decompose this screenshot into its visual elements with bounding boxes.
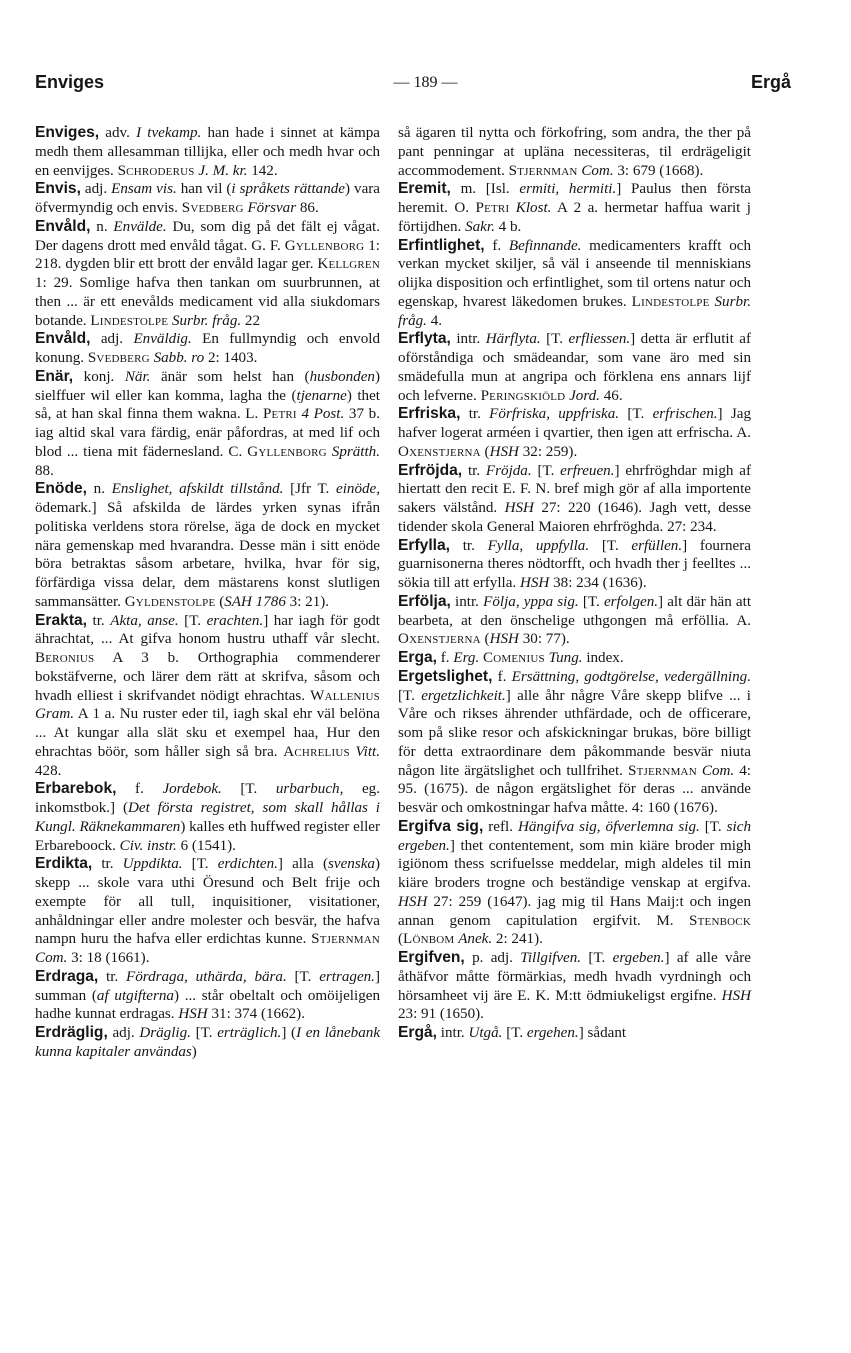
entry-text: ) ... står obeltalt och omöijeligen hadhe kunnat erdragas. bbox=[35, 987, 380, 1023]
entry-source-author: Petri bbox=[262, 406, 297, 423]
entry-text: intr. bbox=[437, 1025, 469, 1041]
dictionary-entry bbox=[398, 405, 751, 461]
entry-text: A 3 b. Orthographia commenderer bokstäfverne, och lärer dem rätt at skrifva, såsom och hvadh elliest i skrifvandet nödigt ehrachtas. bbox=[35, 650, 380, 704]
dictionary-entry bbox=[398, 537, 751, 593]
entry-headword: Enviges, bbox=[35, 124, 100, 141]
entry-source-author: Oxenstjerna bbox=[398, 443, 481, 460]
entry-text: ] ehrfröghdar migh af hiertatt den recit E. F. N. bref migh gör af alla importente sakers välstånd. bbox=[398, 462, 751, 516]
entry-headword: Erbarebok, bbox=[35, 780, 117, 798]
entry-italic-text: HSH bbox=[519, 575, 550, 591]
dictionary-entry bbox=[398, 462, 751, 537]
entry-italic-text: erfüllen. bbox=[631, 537, 683, 554]
dictionary-entry bbox=[35, 612, 380, 781]
dictionary-entry bbox=[398, 1024, 751, 1043]
entry-headword: Erfölja, bbox=[398, 592, 451, 610]
entry-source-author: Stenbock bbox=[689, 912, 751, 929]
entry-italic-text: Tillgifven. bbox=[520, 950, 582, 966]
entry-text: 4: 95. (1675). de någon ergätslighet för deras ... använde besvär och omkostningar hafva måtte. 4: 160 (1676). bbox=[398, 762, 751, 816]
entry-italic-text: I tvekamp. bbox=[136, 125, 202, 141]
dictionary-entry bbox=[35, 330, 380, 368]
entry-headword: Ergå, bbox=[398, 1024, 437, 1041]
dictionary-entry bbox=[35, 180, 380, 218]
entry-italic-text: Sabb. ro bbox=[153, 350, 205, 366]
entry-text: ) skepp ... skole vara uthi Öresund och Belt frije och exempte för all tull, inquisitioner, visitationer, anhåldningar eller andre molester och besvär, the hafva nampn huru the hafva eller erdichtas kunne. bbox=[35, 856, 380, 948]
entry-source-author: Schroderus bbox=[117, 162, 195, 179]
entry-text: 3: 679 (1668). bbox=[613, 162, 704, 179]
entry-text: m. [Isl. bbox=[450, 181, 520, 198]
entry-text: ] alle åhr någre Våre skepp blifve ... i Våre och rikses ährender uthfärdade, och de officerare, som på slike resor och afskickningar brukas, böre billigt för detta extraordinare dem påkommande besvär niuta någon lite ärgätslighet och tullfrihet. bbox=[398, 687, 751, 779]
entry-source-author: Gyllenborg bbox=[284, 237, 365, 254]
entry-text: konj. bbox=[73, 368, 125, 385]
entry-italic-text: Com. bbox=[701, 762, 735, 779]
entry-italic-text: Jordebok. bbox=[162, 781, 222, 798]
entry-text: 6 (1541). bbox=[176, 837, 236, 854]
entry-source-author: Lindestolpe bbox=[90, 312, 169, 329]
entry-text: f. bbox=[116, 781, 163, 798]
entry-text: [T. bbox=[540, 331, 569, 348]
entry-italic-text: När. bbox=[124, 368, 151, 385]
dictionary-entry bbox=[398, 124, 751, 180]
entry-source-author: Gyllenborg bbox=[247, 443, 327, 460]
entry-text: ] sådant bbox=[578, 1025, 627, 1041]
entry-text: 32: 259). bbox=[518, 443, 578, 460]
dictionary-entry bbox=[35, 368, 380, 481]
entry-source-author: Stjernman bbox=[311, 931, 380, 948]
entry-source-author: Kellgren bbox=[317, 256, 380, 273]
entry-text: [T. bbox=[286, 968, 320, 985]
entry-text: [T. bbox=[182, 856, 218, 873]
dictionary-entry bbox=[398, 649, 751, 668]
entry-text: f. bbox=[492, 668, 512, 685]
entry-source-author: Stjernman bbox=[627, 762, 697, 779]
entry-text: så ägaren til nytta och förkofring, som andra, the ther på pant penningar at upläna necessiteras, til erdrägeligit accommodement. bbox=[398, 125, 751, 179]
entry-headword: Envis, bbox=[35, 180, 81, 198]
dictionary-entry bbox=[35, 968, 380, 1024]
entry-text: tr. bbox=[98, 968, 126, 985]
running-header bbox=[0, 72, 851, 102]
entry-text: ( bbox=[480, 631, 490, 648]
entry-text: ) sielffuer wil eller kan komma, lagha the ( bbox=[35, 368, 381, 404]
entry-source-author: Comenius bbox=[483, 650, 545, 666]
entry-italic-text: Utgå. bbox=[468, 1025, 503, 1041]
right-column bbox=[398, 124, 751, 1043]
entry-text: ( bbox=[480, 443, 490, 460]
entry-text: 4. bbox=[426, 312, 443, 329]
entry-italic-text: urbarbuch, bbox=[275, 781, 344, 798]
entry-text: 30: 77). bbox=[518, 631, 570, 648]
entry-italic-text: J. M. kr. bbox=[198, 162, 248, 179]
entry-text: 4 b. bbox=[494, 218, 522, 235]
entry-italic-text: HSH bbox=[504, 500, 534, 516]
entry-text: 142. bbox=[247, 162, 278, 179]
entry-text: ) kalles eth huffwed register eller Erbareboock. bbox=[35, 818, 380, 854]
entry-italic-text: af utgifterna bbox=[96, 987, 174, 1004]
entry-italic-text: i språkets rättande bbox=[231, 181, 346, 198]
entry-text: 3: 21). bbox=[285, 593, 330, 610]
entry-italic-text: Ensam vis. bbox=[111, 181, 177, 198]
entry-text: ) bbox=[191, 1043, 197, 1060]
entry-source-author: Oxenstjerna bbox=[398, 631, 481, 648]
entry-italic-text: Sakr. bbox=[465, 218, 495, 235]
entry-italic-text: Enväldig. bbox=[133, 331, 192, 348]
dictionary-entry bbox=[398, 237, 751, 331]
entry-headword: Ergifva sig, bbox=[398, 817, 484, 835]
entry-text: ] thet contentement, som min kiäre broder migh igiönom thess scrifuelsse meddelar, migh aldeles til min kiäre broders trogne och beständige venskap at ergifva. bbox=[398, 837, 751, 891]
left-column bbox=[35, 124, 380, 1062]
entry-italic-text: erfliessen. bbox=[568, 331, 631, 348]
entry-italic-text: SAH 1786 bbox=[224, 593, 286, 610]
entry-text: f. bbox=[437, 650, 454, 666]
dictionary-entry bbox=[398, 668, 751, 818]
entry-italic-text: Ersättning, godtgörelse, vedergällning. bbox=[511, 668, 751, 685]
header-left-word: Enviges bbox=[35, 72, 105, 92]
entry-text: ) vara öfvermyndig och envis. bbox=[35, 181, 380, 216]
entry-text: adj. bbox=[80, 181, 112, 198]
entry-italic-text: HSH bbox=[721, 987, 751, 1004]
entry-source-author: Lönbom bbox=[403, 931, 455, 948]
entry-text: ( bbox=[215, 593, 225, 610]
entry-text: tr. bbox=[462, 462, 486, 479]
entry-italic-text: Erg. bbox=[453, 650, 480, 666]
entry-text: han vil ( bbox=[176, 181, 232, 198]
entry-source-author: Svedberg bbox=[181, 200, 244, 216]
entry-italic-text: ertragen. bbox=[319, 968, 375, 985]
entry-text: 88. bbox=[35, 462, 54, 479]
entry-italic-text: Befinnande. bbox=[508, 237, 582, 254]
entry-headword: Erdikta, bbox=[35, 855, 93, 873]
page-number: — 189 — bbox=[393, 74, 458, 91]
entry-text: n. bbox=[86, 481, 112, 498]
entry-italic-text: Akta, anse. bbox=[110, 612, 179, 629]
entry-text: Du, som dig på det fält ej vågat. Der dagens drott med envåld tågat. G. F. bbox=[35, 218, 380, 254]
entry-text: A 2 a. hermetar haffua warit j förtijdhen. bbox=[398, 200, 752, 235]
entry-italic-text: Förfriska, uppfriska. bbox=[489, 406, 620, 423]
entry-italic-text: erträglich. bbox=[217, 1025, 282, 1041]
entry-text: adj. bbox=[90, 331, 134, 348]
entry-italic-text: Com. bbox=[581, 162, 614, 179]
dictionary-entry bbox=[35, 218, 380, 331]
entry-text: 22 bbox=[241, 312, 261, 329]
entry-text: f. bbox=[484, 237, 509, 254]
entry-text: [T. bbox=[531, 462, 561, 479]
entry-headword: Ergetslighet, bbox=[398, 667, 493, 685]
entry-text: tr. bbox=[460, 406, 490, 423]
entry-text: 27: 259 (1647). jag mig til Hans Maij:t och ingen annan genom capitulation ergifvit. M. bbox=[398, 893, 751, 929]
entry-text: ] af alle våre åthäfvor måtte förmärkias, medh hvadh vyrdningh och hörsamheet vij äre E. K. M:tt ödmiukeligst ergifne. bbox=[398, 950, 751, 1004]
entry-headword: Envåld, bbox=[35, 217, 91, 235]
entry-text: p. adj. bbox=[464, 950, 521, 966]
entry-italic-text: ermiti, hermiti. bbox=[519, 181, 617, 198]
dictionary-entry bbox=[35, 780, 380, 855]
entry-italic-text: Enslighet, afskildt tillstånd. bbox=[111, 481, 284, 498]
entry-italic-text: erfolgen. bbox=[603, 593, 659, 610]
entry-italic-text: Följa, yppa sig. bbox=[483, 593, 579, 610]
entry-italic-text: Anek. bbox=[458, 931, 493, 948]
entry-text: tr. bbox=[92, 856, 123, 873]
entry-text: ] fournera guarnisonerna theres nödtorfft, och hvadh ther j feelltes ... sökia till att erfylla. bbox=[398, 537, 751, 591]
entry-italic-text: Hängifva sig, öfverlemna sig. bbox=[517, 818, 700, 835]
entry-headword: Erfröjda, bbox=[398, 461, 463, 479]
dictionary-entry bbox=[35, 480, 380, 611]
entry-source-author: Achrelius bbox=[283, 743, 350, 760]
entry-italic-text: Surbr. fråg. bbox=[398, 293, 751, 329]
entry-source-author: Wallenius bbox=[310, 687, 380, 704]
entry-italic-text: HSH bbox=[398, 893, 428, 910]
entry-headword: Enär, bbox=[35, 367, 74, 385]
dictionary-entry bbox=[35, 1024, 380, 1062]
entry-text: 428. bbox=[35, 762, 62, 779]
dictionary-entry bbox=[398, 818, 751, 949]
entry-text: eg. inkomstbok.] ( bbox=[35, 781, 380, 816]
entry-source-author: Beronius bbox=[35, 650, 95, 666]
entry-text: ] har iagh för godt ährachtat, ... At gifva honom hustru uthaff vår slecht. bbox=[35, 612, 380, 648]
entry-text: adj. bbox=[107, 1025, 140, 1041]
entry-headword: Erga, bbox=[398, 649, 437, 666]
entry-italic-text: Jord. bbox=[569, 387, 600, 404]
entry-italic-text: Klost. bbox=[515, 200, 552, 216]
entry-source-author: Peringskiöld bbox=[480, 387, 566, 404]
entry-text: A 1 a. Nu ruster eder til, iagh skal ehr väl belöna ... At kungar alla slät sku et exempel haa, Hur den ehrachtas böör, som håller sigh så bra. bbox=[35, 706, 380, 760]
entry-headword: Enöde, bbox=[35, 480, 87, 498]
entry-headword: Erdräglig, bbox=[35, 1024, 108, 1041]
entry-text: n. bbox=[90, 218, 114, 235]
entry-italic-text: Fröjda. bbox=[485, 462, 532, 479]
dictionary-entry bbox=[398, 180, 751, 236]
entry-text: ] detta är erflutit af oförståndiga och smädeandar, som vane äro med sin smädefulla mun at angripa och förklena ens annars lijf och lefverne. bbox=[398, 331, 751, 404]
entry-italic-text: Uppdikta. bbox=[122, 856, 183, 873]
entry-text: [T. bbox=[699, 818, 727, 835]
entry-text: [T. bbox=[221, 781, 276, 798]
entry-text: [T. bbox=[619, 406, 653, 423]
entry-italic-text: Härflyta. bbox=[485, 331, 541, 348]
entry-text: 1: 218. dygden blir ett brott der envåld lagar ger. bbox=[35, 237, 380, 273]
entry-italic-text: ergetzlichkeit. bbox=[421, 687, 506, 704]
entry-italic-text: ergehen. bbox=[526, 1025, 579, 1041]
entry-italic-text: Tung. bbox=[548, 650, 583, 666]
entry-italic-text: einöde, bbox=[336, 481, 381, 498]
entry-text: [Jfr T. bbox=[283, 481, 336, 498]
entry-text: 23: 91 (1650). bbox=[398, 1006, 484, 1023]
entry-text: adv. bbox=[99, 125, 137, 141]
entry-source-author: Stjernman bbox=[508, 162, 578, 179]
entry-text: [T. bbox=[398, 687, 422, 704]
entry-headword: Erfylla, bbox=[398, 536, 451, 554]
entry-headword: Erdraga, bbox=[35, 967, 99, 985]
entry-italic-text: Försvar bbox=[247, 200, 297, 216]
entry-text: 37 b. iag altid skal vara färdig, enär påfordras, at med lif och blod ... tiena mit fädernesland. C. bbox=[35, 406, 380, 460]
entry-text: 2: 1403. bbox=[204, 350, 258, 366]
entry-italic-text: erfrischen. bbox=[652, 406, 718, 423]
entry-text: 46. bbox=[599, 387, 623, 404]
entry-text: tr. bbox=[87, 612, 111, 629]
entry-italic-text: I en lånebank kunna kapitaler användas bbox=[35, 1025, 381, 1060]
entry-text: [T. bbox=[190, 1025, 218, 1041]
entry-text: 27: 220 (1646). Jagh vett, desse tidender skola General Maioren ehrfröghda. 27: 234. bbox=[398, 500, 751, 535]
entry-text: [T. bbox=[581, 950, 613, 966]
entry-italic-text: Dräglig. bbox=[139, 1025, 191, 1041]
entry-text: [T. bbox=[589, 537, 632, 554]
entry-source-author: Svedberg bbox=[87, 350, 150, 366]
entry-text: index. bbox=[582, 650, 624, 666]
header-right-word: Ergå bbox=[750, 72, 791, 92]
entry-italic-text: Envälde. bbox=[113, 218, 167, 235]
entry-italic-text: ergeben. bbox=[612, 950, 665, 966]
entry-source-author: Petri bbox=[475, 200, 510, 216]
dictionary-entry bbox=[35, 124, 380, 180]
dictionary-entry bbox=[398, 593, 751, 649]
dictionary-entry bbox=[35, 855, 380, 968]
entry-text: refl. bbox=[483, 818, 518, 835]
entry-text: änär som helst han ( bbox=[150, 368, 310, 385]
entry-italic-text: Civ. instr. bbox=[119, 837, 177, 854]
entry-italic-text: tjenarne bbox=[296, 387, 347, 404]
entry-italic-text: Det första registret, som skall hållas i Kungl. Räknekammaren bbox=[35, 800, 381, 835]
entry-text: han hade i sinnet at kämpa medh them allesamman tillijka, eller och medh hvar och en eenvijges. bbox=[35, 125, 380, 179]
entry-headword: Erakta, bbox=[35, 611, 88, 629]
entry-text: 86. bbox=[296, 200, 319, 216]
entry-italic-text: svenska bbox=[328, 856, 375, 873]
entry-text: 31: 374 (1662). bbox=[207, 1006, 305, 1023]
entry-italic-text: HSH bbox=[489, 631, 519, 648]
entry-headword: Envåld, bbox=[35, 330, 91, 348]
entry-italic-text: husbonden bbox=[309, 368, 375, 385]
entry-text: 38: 234 (1636). bbox=[549, 575, 647, 591]
entry-italic-text: Sprätth. bbox=[331, 443, 380, 460]
entry-text: 3: 18 (1661). bbox=[67, 950, 150, 966]
entry-headword: Erflyta, bbox=[398, 330, 451, 348]
entry-text: [T. bbox=[502, 1025, 527, 1041]
entry-italic-text: Fördraga, uthärda, bära. bbox=[125, 968, 287, 985]
entry-text: ] alla ( bbox=[277, 856, 328, 873]
entry-text: 1: 29. Somlige hafva then tankan om suurbrunnen, at then ... är ett enevålds medicament vid alla siukdomars botande. bbox=[35, 275, 380, 329]
entry-text: 2: 241). bbox=[492, 931, 543, 948]
entry-headword: Eremit, bbox=[398, 180, 451, 198]
dictionary-entry bbox=[398, 330, 751, 405]
entry-text: ] Jag hafver logerat arméen i qvartier, then igen att erfrischa. A. bbox=[398, 406, 751, 441]
entry-italic-text: Gram. bbox=[35, 706, 74, 723]
entry-text: ] summan ( bbox=[35, 968, 380, 1004]
entry-italic-text: erachten. bbox=[206, 612, 264, 629]
entry-italic-text: Surbr. fråg. bbox=[171, 312, 242, 329]
entry-headword: Ergifven, bbox=[398, 949, 465, 966]
entry-text: ] Paulus then första heremit. O. bbox=[398, 181, 751, 216]
entry-text: ] ( bbox=[281, 1025, 297, 1041]
entry-text: [T. bbox=[578, 593, 604, 610]
entry-text: tr. bbox=[450, 537, 488, 554]
entry-source-author: Lindestolpe bbox=[631, 293, 710, 310]
entry-text: ) thet så, at han skal finna them wakna. L. bbox=[35, 387, 380, 423]
entry-italic-text: sich ergeben. bbox=[398, 818, 751, 854]
entry-italic-text: Vitt. bbox=[355, 743, 380, 760]
entry-headword: Erfriska, bbox=[398, 405, 461, 423]
entry-text: intr. bbox=[450, 331, 486, 348]
entry-text: medicamenters krafft och verkan mycket skiljer, så väl i anseende til menniskians olijka disposition och erfintlighet, som til ortens natur och egenskap, hvarest läkedomen brukes. bbox=[398, 237, 751, 310]
entry-text: [T. bbox=[178, 612, 207, 629]
entry-text: intr. bbox=[450, 593, 484, 610]
entry-source-author: Gyldenstolpe bbox=[124, 593, 216, 610]
entry-text: ] alt där hän att bearbeta, at den önschelige uthgongen må erföllia. A. bbox=[398, 593, 752, 629]
entry-headword: Erfintlighet, bbox=[398, 236, 485, 254]
entry-text: En fullmyndig och envold konung. bbox=[35, 331, 380, 366]
entry-italic-text: erdichten. bbox=[217, 856, 278, 873]
entry-text: ( bbox=[398, 931, 404, 948]
entry-italic-text: 4 Post. bbox=[301, 406, 345, 423]
entry-italic-text: erfreuen. bbox=[560, 462, 615, 479]
entry-italic-text: Com. bbox=[35, 950, 68, 966]
entry-italic-text: HSH bbox=[489, 443, 519, 460]
entry-italic-text: HSH bbox=[178, 1006, 208, 1023]
entry-italic-text: Fylla, uppfylla. bbox=[487, 537, 590, 554]
dictionary-entry bbox=[398, 949, 751, 1024]
entry-text: ödemark.] Så afskilda de lärdes yrken synas ifrån politiska verldens stora rörelse, äga de dock en mycket nära gemenskap med hvarandra. Desse män i sitt enöde böra betraktas såsom arbetare, hvilka, hvar för sig, förfärdiga vissa delar, dem mästarens konst slutligen sammansätter. bbox=[35, 500, 380, 610]
